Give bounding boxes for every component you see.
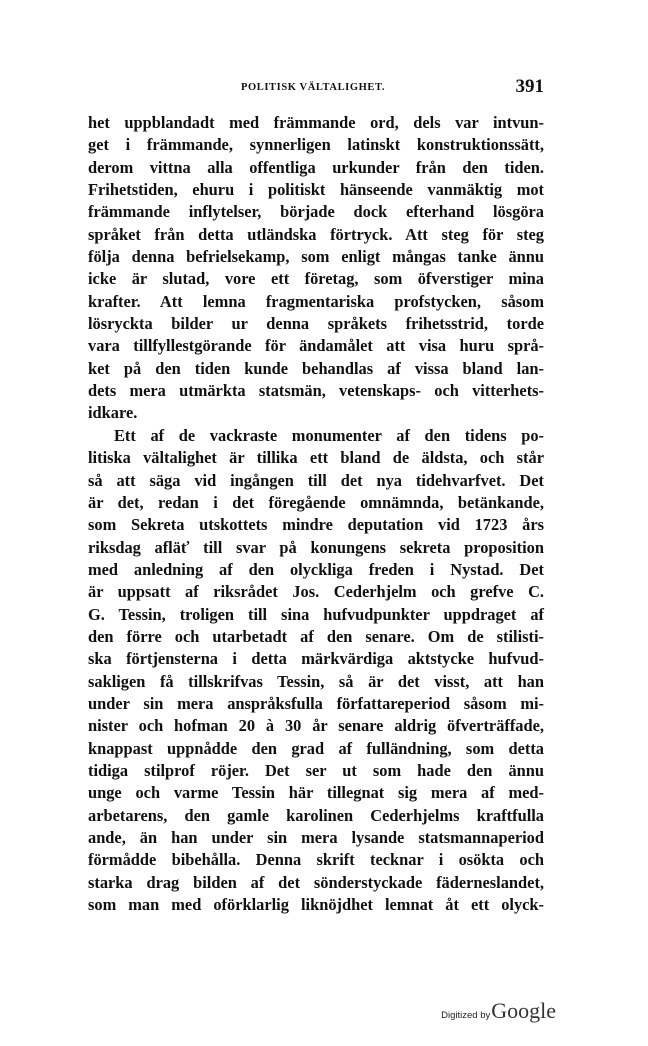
text-line: arbetarens, den gamle karolinen Cederhjelms kraftfulla <box>88 805 544 825</box>
text-line: het uppblandadt med främmande ord, dels var intvun- <box>88 113 544 132</box>
text-line: litiska vältalighet är tillika ett bland de äldsta, och står <box>88 448 544 468</box>
text-line: är det, redan i det föregående omnämnda, betänkande, <box>88 492 544 512</box>
text-line: med anledning af den olyckliga freden i Nystad. Det <box>88 559 544 579</box>
text-line: är uppsatt af riksrådet Jos. Cederhjelm och grefve C. <box>88 582 544 602</box>
text-line: följa denna befrielsekamp, som enligt mångas tanke ännu <box>88 247 544 267</box>
text-line: vara tillfyllestgörande för ändamålet att visa huru språ- <box>88 336 544 356</box>
text-line: starka drag bilden af det sönderstyckade fäderneslandet, <box>88 872 544 892</box>
text-line: språket från detta utländska förtryck. Att steg för steg <box>88 224 544 244</box>
running-head-title: POLITISK VÄLTALIGHET. <box>240 82 386 93</box>
paragraph-start-line: Ett af de vackraste monumenter af den tidens po- <box>114 425 544 445</box>
page-number: 391 <box>515 76 544 97</box>
text-line: nister och hofman 20 à 30 år senare aldrig öfverträffade, <box>88 716 544 736</box>
text-line: förmådde bibehålla. Denna skrift tecknar i osökta och <box>88 850 544 870</box>
text-line: get i främmande, synnerligen latinskt konstruktionssätt, <box>88 135 544 155</box>
text-line: den förre och utarbetadt af den senare. Om de stilisti- <box>88 626 544 646</box>
digitized-by-label: Digitized by <box>441 1010 491 1021</box>
google-wordmark: Google <box>491 998 556 1023</box>
body-text <box>88 112 544 916</box>
text-line: under sin mera anspråksfulla författareperiod såsom mi- <box>88 693 544 713</box>
text-line: G. Tessin, troligen till sina hufvudpunkter uppdraget af <box>88 604 544 624</box>
text-line: icke är slutad, vore ett företag, som öfverstiger mina <box>88 269 544 289</box>
text-line: derom vittna alla offentliga urkunder från den tiden. <box>88 157 544 177</box>
text-line: så att säga vid ingången till det nya tidehvarfvet. Det <box>88 470 544 490</box>
text-line: knappast uppnådde den grad af fulländning, som detta <box>88 738 544 758</box>
text-line: ket på den tiden kunde behandlas af vissa bland lan- <box>88 358 544 378</box>
text-line: krafter. Att lemna fragmentariska profstycken, såsom <box>88 291 544 311</box>
text-line: främmande inflytelser, började dock efterhand lösgöra <box>88 202 544 222</box>
digitized-by-google-watermark <box>441 998 556 1028</box>
text-line: ska förtjensterna i detta märkvärdiga aktstycke hufvud- <box>88 649 544 669</box>
text-line: riksdag afläť till svar på konungens sekreta proposition <box>88 537 544 557</box>
text-line: dets mera utmärkta statsmän, vetenskaps- och vitterhets- <box>88 381 544 401</box>
text-line: Frihetstiden, ehuru i politiskt hänseende vanmäktig mot <box>88 180 544 200</box>
text-line: tidiga stilprof röjer. Det ser ut som hade den ännu <box>88 760 544 780</box>
text-line: unge och varme Tessin här tillegnat sig mera af med- <box>88 783 544 803</box>
text-line: ande, än han under sin mera lysande statsmannaperiod <box>88 828 544 847</box>
text-line: sakligen få tillskrifvas Tessin, så är det visst, att han <box>88 671 544 691</box>
text-line: som man med oförklarlig liknöjdhet lemnat åt ett olyck- <box>88 895 544 915</box>
text-line: som Sekreta utskottets mindre deputation vid 1723 års <box>88 515 544 535</box>
paragraph-end-line: idkare. <box>88 403 138 423</box>
running-head <box>82 76 544 104</box>
text-line: lösryckta bilder ur denna språkets frihetsstrid, torde <box>88 314 544 334</box>
